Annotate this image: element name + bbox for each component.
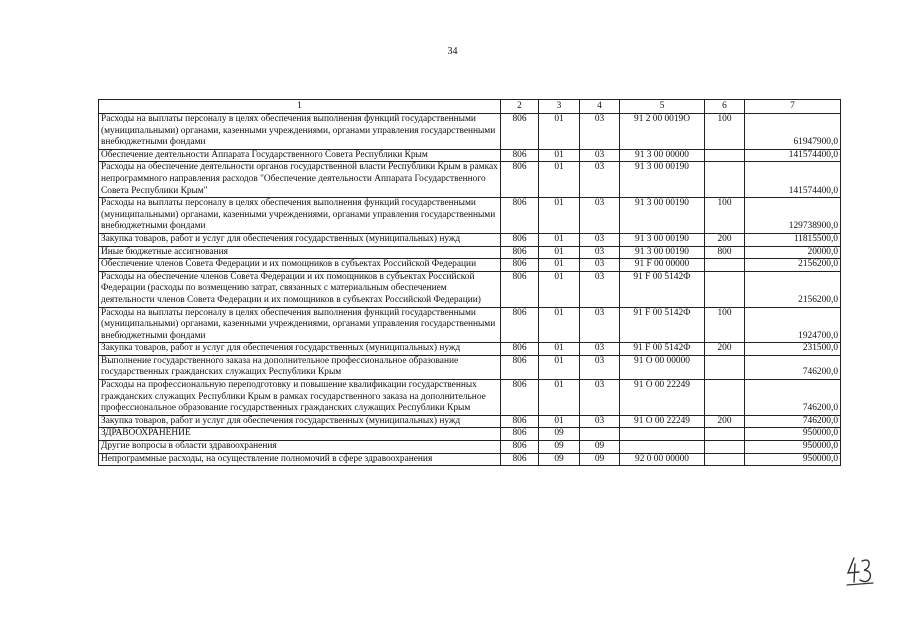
subsection-code-cell: 03 xyxy=(580,114,620,150)
section-code-cell: 01 xyxy=(539,233,580,246)
subsection-code-cell: 03 xyxy=(580,233,620,246)
target-article-cell: 91 3 00 00190 xyxy=(620,246,705,259)
table-row xyxy=(99,428,841,441)
section-code-cell: 01 xyxy=(539,259,580,272)
expense-type-cell xyxy=(705,453,745,466)
subsection-code-cell: 03 xyxy=(580,355,620,379)
row-name-cell: Расходы на выплаты персоналу в целях обеспечения выполнения функций государственными (муниципальными) органами, казенными учреждениями, органами управления государственными внебюджетными фондами xyxy=(99,198,501,234)
department-code-cell: 806 xyxy=(501,380,539,416)
department-code-cell: 806 xyxy=(501,307,539,343)
table-row xyxy=(99,259,841,272)
department-code-cell: 806 xyxy=(501,198,539,234)
section-code-cell: 01 xyxy=(539,246,580,259)
subsection-code-cell: 03 xyxy=(580,259,620,272)
target-article-cell: 91 3 00 00190 xyxy=(620,162,705,198)
expense-type-cell: 200 xyxy=(705,415,745,428)
table-header-row xyxy=(99,100,841,114)
column-header: 4 xyxy=(580,100,620,114)
expense-type-cell: 200 xyxy=(705,233,745,246)
table-row xyxy=(99,149,841,162)
target-article-cell xyxy=(620,428,705,441)
expense-type-cell xyxy=(705,271,745,307)
target-article-cell: 91 F 00 5142Ф xyxy=(620,271,705,307)
department-code-cell: 806 xyxy=(501,114,539,150)
budget-table xyxy=(98,99,841,466)
subsection-code-cell: 03 xyxy=(580,307,620,343)
expense-type-cell xyxy=(705,428,745,441)
subsection-code-cell: 03 xyxy=(580,380,620,416)
subsection-code-cell xyxy=(580,428,620,441)
section-code-cell: 09 xyxy=(539,453,580,466)
amount-cell: 746200,0 xyxy=(745,415,841,428)
table-body xyxy=(99,114,841,466)
target-article-cell: 91 О 00 00000 xyxy=(620,355,705,379)
department-code-cell: 806 xyxy=(501,453,539,466)
expense-type-cell xyxy=(705,355,745,379)
subsection-code-cell: 09 xyxy=(580,453,620,466)
row-name-cell: Другие вопросы в области здравоохранения xyxy=(99,441,501,454)
row-name-cell: Закупка товаров, работ и услуг для обеспечения государственных (муниципальных) нужд xyxy=(99,343,501,356)
column-header: 7 xyxy=(745,100,841,114)
expense-type-cell: 100 xyxy=(705,198,745,234)
table-row xyxy=(99,114,841,150)
department-code-cell: 806 xyxy=(501,343,539,356)
target-article-cell: 91 F 00 5142Ф xyxy=(620,307,705,343)
section-code-cell: 01 xyxy=(539,198,580,234)
section-code-cell: 01 xyxy=(539,114,580,150)
section-code-cell: 01 xyxy=(539,149,580,162)
subsection-code-cell: 03 xyxy=(580,415,620,428)
expense-type-cell xyxy=(705,380,745,416)
row-name-cell: Обеспечение членов Совета Федерации и их помощников в субъектах Российской Федерации xyxy=(99,259,501,272)
row-name-cell: Расходы на выплаты персоналу в целях обеспечения выполнения функций государственными (муниципальными) органами, казенными учреждениями, органами управления государственными внебюджетными фондами xyxy=(99,114,501,150)
subsection-code-cell: 03 xyxy=(580,271,620,307)
subsection-code-cell: 03 xyxy=(580,343,620,356)
table-row xyxy=(99,271,841,307)
table-row xyxy=(99,380,841,416)
target-article-cell: 91 3 00 00190 xyxy=(620,233,705,246)
row-name-cell: Расходы на выплаты персоналу в целях обеспечения выполнения функций государственными (муниципальными) органами, казенными учреждениями, органами управления государственными внебюджетными фондами xyxy=(99,307,501,343)
table-row xyxy=(99,246,841,259)
subsection-code-cell: 09 xyxy=(580,441,620,454)
amount-cell: 1924700,0 xyxy=(745,307,841,343)
row-name-cell: Иные бюджетные ассигнования xyxy=(99,246,501,259)
section-code-cell: 01 xyxy=(539,415,580,428)
section-code-cell: 09 xyxy=(539,428,580,441)
section-code-cell: 01 xyxy=(539,307,580,343)
section-code-cell: 01 xyxy=(539,271,580,307)
expense-type-cell xyxy=(705,259,745,272)
target-article-cell xyxy=(620,441,705,454)
column-header: 5 xyxy=(620,100,705,114)
target-article-cell: 91 3 00 00190 xyxy=(620,198,705,234)
amount-cell: 746200,0 xyxy=(745,355,841,379)
handwritten-page-mark xyxy=(845,555,875,587)
target-article-cell: 91 F 00 5142Ф xyxy=(620,343,705,356)
expense-type-cell xyxy=(705,162,745,198)
target-article-cell: 91 3 00 00000 xyxy=(620,149,705,162)
section-code-cell: 09 xyxy=(539,441,580,454)
target-article-cell: 91 О 00 22249 xyxy=(620,415,705,428)
column-header: 6 xyxy=(705,100,745,114)
row-name-cell: Непрограммные расходы, на осуществление полномочий в сфере здравоохранения xyxy=(99,453,501,466)
table-row xyxy=(99,162,841,198)
section-code-cell: 01 xyxy=(539,162,580,198)
department-code-cell: 806 xyxy=(501,415,539,428)
subsection-code-cell: 03 xyxy=(580,149,620,162)
section-code-cell: 01 xyxy=(539,380,580,416)
department-code-cell: 806 xyxy=(501,441,539,454)
table-row xyxy=(99,233,841,246)
table-row xyxy=(99,453,841,466)
amount-cell: 20000,0 xyxy=(745,246,841,259)
amount-cell: 950000,0 xyxy=(745,441,841,454)
amount-cell: 2156200,0 xyxy=(745,271,841,307)
row-name-cell: Расходы на обеспечение деятельности органов государственной власти Республики Крым в рамках непрограммного направления расходов "Обеспечение деятельности Аппарата Государственного Совета Республики Крым" xyxy=(99,162,501,198)
table-row xyxy=(99,441,841,454)
subsection-code-cell: 03 xyxy=(580,162,620,198)
expense-type-cell: 200 xyxy=(705,343,745,356)
column-header: 2 xyxy=(501,100,539,114)
amount-cell: 129738900,0 xyxy=(745,198,841,234)
target-article-cell: 91 О 00 22249 xyxy=(620,380,705,416)
department-code-cell: 806 xyxy=(501,246,539,259)
department-code-cell: 806 xyxy=(501,355,539,379)
subsection-code-cell: 03 xyxy=(580,246,620,259)
amount-cell: 231500,0 xyxy=(745,343,841,356)
amount-cell: 950000,0 xyxy=(745,453,841,466)
row-name-cell: Расходы на профессиональную переподготовку и повышение квалификации государственных гражданских служащих Республики Крым в рамках государственного заказа на дополнительное профессиональное образование государственных гражданских служащих Республики Крым xyxy=(99,380,501,416)
expense-type-cell: 100 xyxy=(705,307,745,343)
page-number: 34 xyxy=(447,46,458,57)
department-code-cell: 806 xyxy=(501,162,539,198)
column-header: 3 xyxy=(539,100,580,114)
row-name-cell: Выполнение государственного заказа на дополнительное профессиональное образование государственных гражданских служащих Республики Крым xyxy=(99,355,501,379)
subsection-code-cell: 03 xyxy=(580,198,620,234)
department-code-cell: 806 xyxy=(501,233,539,246)
table-row xyxy=(99,415,841,428)
department-code-cell: 806 xyxy=(501,271,539,307)
table-row xyxy=(99,307,841,343)
expense-type-cell: 100 xyxy=(705,114,745,150)
expense-type-cell xyxy=(705,441,745,454)
department-code-cell: 806 xyxy=(501,149,539,162)
row-name-cell: Закупка товаров, работ и услуг для обеспечения государственных (муниципальных) нужд xyxy=(99,415,501,428)
expense-type-cell xyxy=(705,149,745,162)
target-article-cell: 91 F 00 00000 xyxy=(620,259,705,272)
table-row xyxy=(99,198,841,234)
department-code-cell: 806 xyxy=(501,428,539,441)
table-row xyxy=(99,355,841,379)
target-article-cell: 91 2 00 0019О xyxy=(620,114,705,150)
amount-cell: 746200,0 xyxy=(745,380,841,416)
column-header: 1 xyxy=(99,100,501,114)
row-name-cell: Обеспечение деятельности Аппарата Государственного Совета Республики Крым xyxy=(99,149,501,162)
expense-type-cell: 800 xyxy=(705,246,745,259)
table-row xyxy=(99,343,841,356)
department-code-cell: 806 xyxy=(501,259,539,272)
amount-cell: 950000,0 xyxy=(745,428,841,441)
amount-cell: 61947900,0 xyxy=(745,114,841,150)
target-article-cell: 92 0 00 00000 xyxy=(620,453,705,466)
row-name-cell: ЗДРАВООХРАНЕНИЕ xyxy=(99,428,501,441)
amount-cell: 2156200,0 xyxy=(745,259,841,272)
row-name-cell: Закупка товаров, работ и услуг для обеспечения государственных (муниципальных) нужд xyxy=(99,233,501,246)
amount-cell: 141574400,0 xyxy=(745,149,841,162)
section-code-cell: 01 xyxy=(539,343,580,356)
amount-cell: 141574400,0 xyxy=(745,162,841,198)
amount-cell: 11815500,0 xyxy=(745,233,841,246)
section-code-cell: 01 xyxy=(539,355,580,379)
row-name-cell: Расходы на обеспечение членов Совета Федерации и их помощников в субъектах Российской Федерации (расходы по возмещению затрат, связанных с материальным обеспечением деятельности членов Совета Федерации и их помощников в субъектах Российской Федерации) xyxy=(99,271,501,307)
